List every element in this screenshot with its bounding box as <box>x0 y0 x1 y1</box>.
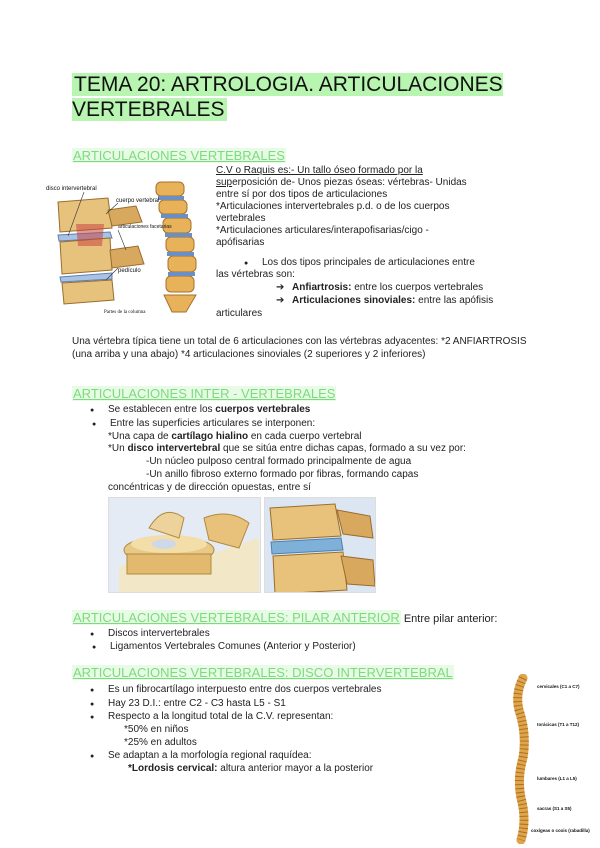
section3-heading-row <box>72 609 497 627</box>
line-cartilago: *Una capa de cartílago hialino en cada cuerpo vertebral <box>108 431 362 442</box>
section-heading-vertebrales: ARTICULACIONES VERTEBRALES <box>73 148 285 163</box>
label-disco: disco intervertebral <box>46 186 97 192</box>
section-heading-disco: ARTICULACIONES VERTEBRALES: DISCO INTERVERTEBRAL <box>73 665 453 680</box>
line-anillo: -Un anillo fibroso externo formado por fibras, formando capas <box>146 469 419 480</box>
line-disco: *Un disco intervertebral que se sitúa entre dichas capas, formado a su vez por: <box>108 443 466 454</box>
label-articulaciones: articulaciones facetarias <box>118 224 172 230</box>
line-nucleo: -Un núcleo pulposo central formado principalmente de agua <box>146 456 412 467</box>
raquis-definition-line7: apófisarias <box>216 237 265 248</box>
spine-regions-illustration <box>493 674 599 844</box>
section-heading-intervertebrales: ARTICULACIONES INTER - VERTEBRALES <box>73 386 336 401</box>
line-lordosis: *Lordosis cervical: altura anterior mayor a la posterior <box>128 763 374 774</box>
line-adultos: *25% en adultos <box>124 737 197 748</box>
section-heading-pilar: ARTICULACIONES VERTEBRALES: PILAR ANTERIOR <box>73 610 400 625</box>
label-sacras: sacras (S1 a S5) <box>537 806 572 811</box>
spine-parts-figure <box>46 180 206 315</box>
spine-parts-illustration <box>46 180 206 315</box>
line-concentricas: concéntricas y de dirección opuestas, entre sí <box>108 482 311 493</box>
raquis-definition-line2: erposición de- Unos piezas óseas: vértebras- Unidas <box>232 177 467 188</box>
bullet-tipos: ● Los dos tipos principales de articulaciones entre <box>262 257 522 269</box>
vertebra-disc-image-2 <box>264 497 376 593</box>
bullet-ligamentos: ● Ligamentos Vertebrales Comunes (Anterior y Posterior) <box>110 641 510 653</box>
raquis-definition-line4: *Articulaciones intervertebrales p.d. o de los cuerpos <box>216 201 450 212</box>
bullet-23-di: ● Hay 23 D.I.: entre C2 - C3 hasta L5 - S1 <box>108 698 488 710</box>
raquis-definition-line1: C.V o Raquis es:- Un tallo óseo formado por la <box>216 165 423 176</box>
raquis-definition-line3: entre sí por dos tipos de articulaciones <box>216 189 388 200</box>
label-pediculo: pedículo <box>118 268 141 274</box>
label-coxis: coxígeas o coxis (rabadilla) <box>531 828 590 833</box>
bullet-superficies: ● Entre las superficies articulares se interponen: <box>110 418 530 430</box>
section1-text <box>216 165 516 249</box>
bullet-fibrocartilago: ● Es un fibrocartílago interpuesto entre dos cuerpos vertebrales <box>108 684 488 696</box>
raquis-definition-sup: sup <box>216 177 233 188</box>
label-cervicales: cervicales (C1 a C7) <box>537 684 580 689</box>
vertebra-paragraph: Una vértebra típica tiene un total de 6 articulaciones con las vértebras adyacentes: *2 ANFIARTROSIS (una arriba y una abajo) *4 articulaciones sinoviales (2 superiores y 2 inferiores) <box>72 336 527 360</box>
arrow-sinoviales: ➔ Articulaciones sinoviales: entre las apófisis <box>292 295 532 307</box>
label-lumbares: lumbares (L1 a L5) <box>537 776 577 781</box>
bullet-tipos-cont: las vértebras son: <box>216 269 295 280</box>
spine-regions-figure <box>493 674 599 844</box>
bullet-discos: ● Discos intervertebrales <box>108 628 508 640</box>
arrow-anfiartrosis: ➔ Anfiartrosis: entre los cuerpos vertebrales <box>292 282 532 294</box>
bullet-longitud: ● Respecto a la longitud total de la C.V. representan: <box>108 711 488 723</box>
disc-illustration-1 <box>109 498 261 593</box>
label-cuerpo: cuerpo vertebral <box>116 198 160 204</box>
figure-caption: Partes de la columna <box>104 310 146 315</box>
raquis-definition-line5: vertebrales <box>216 213 266 224</box>
bullet-morfologia: ● Se adaptan a la morfología regional raquídea: <box>108 750 488 762</box>
disc-illustration-2 <box>265 498 376 593</box>
pilar-anterior-label: Entre pilar anterior: <box>400 613 498 625</box>
raquis-definition-line6: *Articulaciones articulares/interapofisarias/cigo - <box>216 225 429 236</box>
bullet-cuerpos: ● Se establecen entre los cuerpos vertebrales <box>108 404 528 416</box>
line-ninos: *50% en niños <box>124 724 189 735</box>
arrow-sinoviales-cont: articulares <box>216 308 263 319</box>
vertebra-disc-image-1 <box>108 497 261 593</box>
label-toracicas: torácicas (T1 a T12) <box>537 722 580 727</box>
page-title: TEMA 20: ARTROLOGIA. ARTICULACIONES VERTEBRALES <box>72 73 503 121</box>
